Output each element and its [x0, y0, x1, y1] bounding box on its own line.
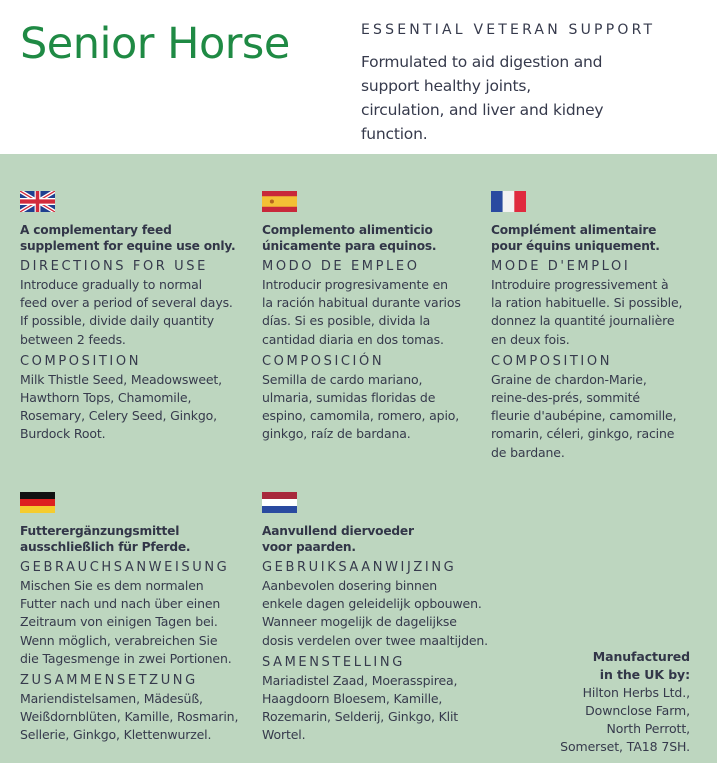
text-line: Weißdornblüten, Kamille, Rosmarin,: [20, 709, 239, 725]
intro-heading: [20, 523, 238, 555]
text-line: dosis verdelen over twee maaltijden.: [262, 632, 489, 648]
text-line: Graine de chardon-Marie,: [491, 371, 647, 387]
text-line: Wanneer mogelijk de dagelijkse: [262, 614, 457, 630]
section-french: [491, 191, 682, 462]
directions-text: [262, 276, 461, 349]
intro-line: A complementary feed: [20, 223, 172, 237]
description-line: support healthy joints,: [361, 77, 532, 95]
heading-line: Manufactured: [592, 649, 690, 664]
composition-label: COMPOSITION: [20, 353, 142, 369]
spain-flag-icon: [262, 191, 297, 212]
header: [0, 0, 717, 154]
text-line: Introduire progressivement à: [491, 277, 669, 292]
intro-heading: [262, 523, 488, 555]
composition-label: COMPOSITION: [491, 353, 613, 369]
brand-title: Senior Horse: [20, 19, 290, 69]
intro-line: únicamente para equinos.: [262, 239, 437, 253]
intro-heading: [491, 222, 682, 254]
text-line: Semilla de cardo mariano,: [262, 371, 423, 387]
intro-heading: [20, 222, 235, 254]
text-line: la ración habitual durante varios: [262, 295, 461, 311]
directions-label: DIRECTIONS FOR USE: [20, 259, 208, 274]
uk-flag-icon: [20, 191, 55, 212]
text-line: ulmaria, sumidas floridas de: [262, 390, 436, 406]
france-flag-icon: [491, 191, 526, 212]
text-line: romarin, céleri, ginkgo, racine: [491, 426, 675, 442]
composition-label: ZUSAMMENSETZUNG: [20, 673, 198, 689]
text-line: Haagdoorn Bloesem, Kamille,: [262, 691, 443, 707]
text-line: la ration habituelle. Si possible,: [491, 295, 683, 311]
text-line: Mariendistelsamen, Mädesüß,: [20, 691, 203, 707]
composition-text: [20, 371, 235, 444]
text-line: reine-des-prés, sommité: [491, 390, 640, 406]
text-line: Wenn möglich, verabreichen Sie: [20, 632, 218, 648]
text-line: Milk Thistle Seed, Meadowsweet,: [20, 371, 223, 387]
text-line: en deux fois.: [491, 331, 570, 347]
text-line: Mariadistel Zaad, Moerasspirea,: [262, 672, 458, 688]
composition-text: [20, 690, 238, 745]
section-dutch: [262, 492, 488, 745]
text-line: enkele dagen geleidelijk opbouwen.: [262, 596, 482, 612]
manufacturer-info: [560, 648, 690, 756]
text-line: Rosemary, Celery Seed, Ginkgo,: [20, 408, 217, 424]
text-line: Introducir progresivamente en: [262, 277, 448, 292]
text-line: de bardane.: [491, 444, 565, 460]
directions-label: GEBRUIKSAANWIJZING: [262, 560, 457, 575]
text-line: días. Si es posible, divida la: [262, 313, 431, 329]
text-line: Mischen Sie es dem normalen: [20, 578, 204, 593]
intro-line: Futterergänzungsmittel: [20, 524, 180, 538]
section-german: [20, 492, 238, 745]
description-line: circulation, and liver and kidney: [361, 101, 604, 119]
text-line: Zeitraum von einigen Tagen bei.: [20, 614, 218, 630]
text-line: die Tagesmenge in zwei Portionen.: [20, 650, 232, 666]
text-line: cantidad diaria en dos tomas.: [262, 331, 444, 347]
address-line: Hilton Herbs Ltd.,: [582, 685, 690, 700]
composition-text: [262, 672, 488, 745]
manufacturer-address: [560, 684, 690, 756]
directions-label: GEBRAUCHSANWEISUNG: [20, 560, 230, 575]
heading-line: in the UK by:: [599, 667, 690, 682]
directions-text: [491, 276, 682, 349]
text-line: fleurie d'aubépine, camomille,: [491, 408, 677, 424]
germany-flag-icon: [20, 492, 55, 513]
text-line: espino, camomila, romero, apio,: [262, 408, 460, 424]
text-line: Aanbevolen dosering binnen: [262, 578, 438, 593]
text-line: Futter nach und nach über einen: [20, 596, 221, 612]
directions-text: [20, 276, 235, 349]
address-line: Downclose Farm,: [585, 703, 690, 718]
address-line: Somerset, TA18 7SH.: [560, 739, 690, 754]
text-line: Burdock Root.: [20, 426, 106, 442]
tagline: ESSENTIAL VETERAN SUPPORT: [361, 22, 656, 38]
intro-line: Aanvullend diervoeder: [262, 524, 414, 538]
composition-label: SAMENSTELLING: [262, 654, 405, 670]
intro-heading: [262, 222, 461, 254]
directions-label: MODO DE EMPLEO: [262, 259, 420, 274]
intro-line: ausschließlich für Pferde.: [20, 540, 191, 554]
text-line: Rozemarin, Selderij, Ginkgo, Klit: [262, 709, 459, 725]
text-line: donnez la quantité journalière: [491, 313, 675, 329]
description-line: Formulated to aid digestion and: [361, 53, 603, 71]
netherlands-flag-icon: [262, 492, 297, 513]
text-line: ginkgo, raíz de bardana.: [262, 426, 411, 442]
description-line: function.: [361, 125, 428, 143]
text-line: Introduce gradually to normal: [20, 277, 202, 292]
product-description: [361, 50, 661, 146]
text-line: feed over a period of several days.: [20, 295, 233, 311]
intro-line: voor paarden.: [262, 540, 356, 554]
directions-label: MODE D'EMPLOI: [491, 259, 631, 274]
intro-line: Complément alimentaire: [491, 223, 657, 237]
text-line: Hawthorn Tops, Chamomile,: [20, 390, 192, 406]
directions-text: [20, 577, 238, 668]
directions-text: [262, 577, 488, 650]
manufacturer-heading: [560, 648, 690, 684]
composition-label: COMPOSICIÓN: [262, 353, 385, 369]
address-line: North Perrott,: [606, 721, 690, 736]
composition-text: [491, 371, 682, 462]
section-english: [20, 191, 235, 444]
composition-text: [262, 371, 461, 444]
intro-line: supplement for equine use only.: [20, 239, 236, 253]
text-line: If possible, divide daily quantity: [20, 313, 214, 329]
intro-line: pour équins uniquement.: [491, 239, 660, 253]
text-line: between 2 feeds.: [20, 331, 126, 347]
text-line: Sellerie, Ginkgo, Klettenwurzel.: [20, 727, 212, 743]
section-spanish: [262, 191, 461, 444]
text-line: Wortel.: [262, 727, 306, 743]
intro-line: Complemento alimenticio: [262, 223, 433, 237]
